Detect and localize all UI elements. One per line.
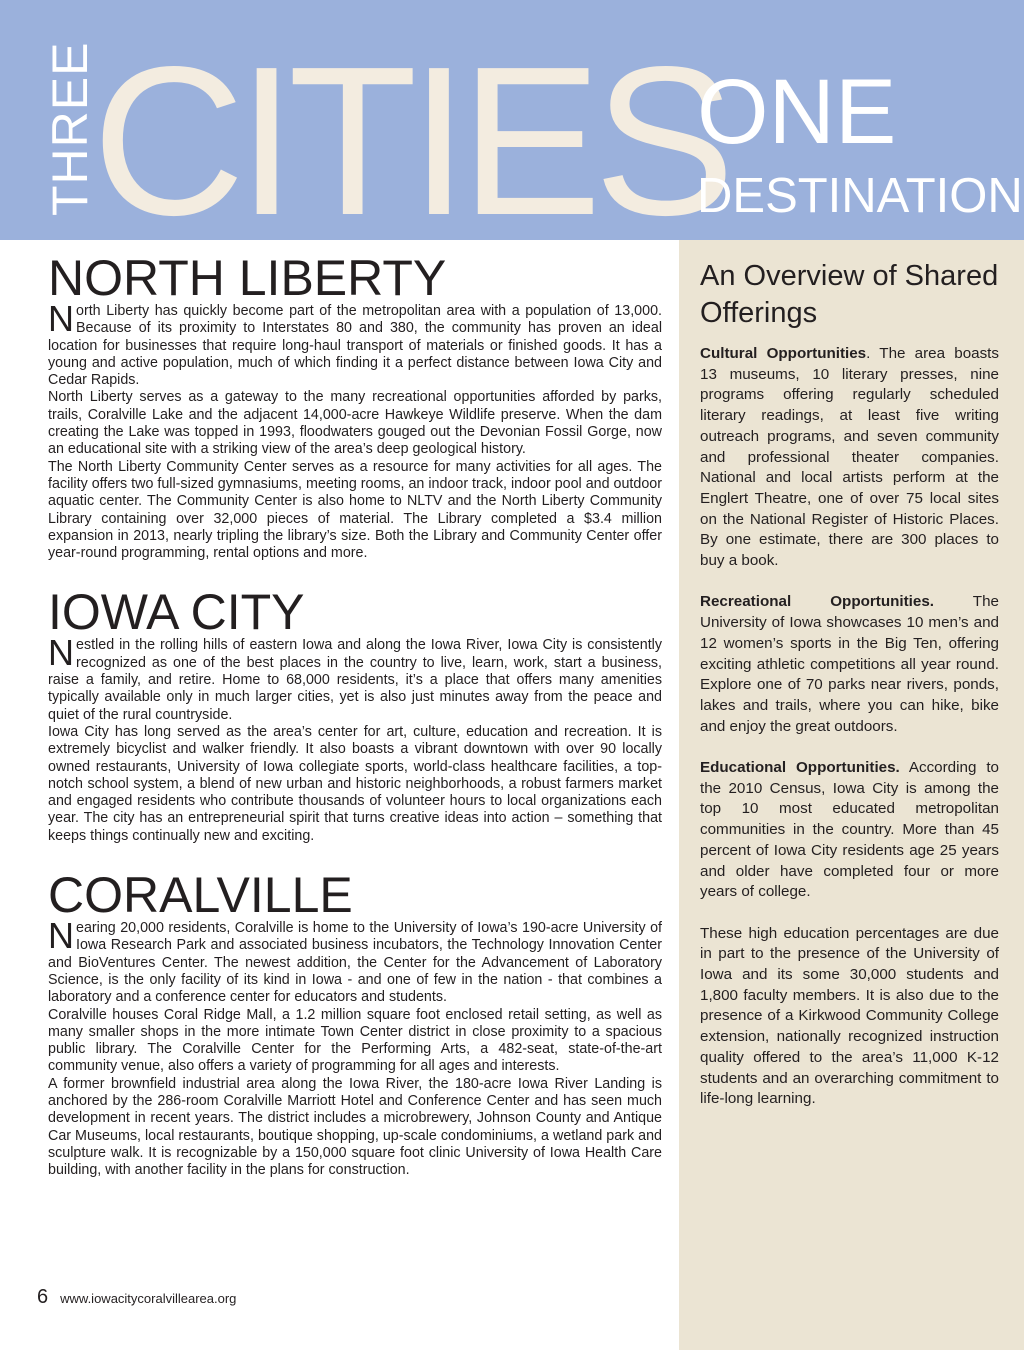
- north-liberty-heading: NORTH LIBERTY: [48, 250, 447, 306]
- coralville-heading: CORALVILLE: [48, 867, 353, 924]
- coralville-paragraph-1: Nearing 20,000 residents, Coralville is home to the University of Iowa’s 190-acre University of Iowa Research Park and associated business incubators, the Technology Innovation Center and BioVentures Center. The newest addition, the Center for the Advancement of Laboratory Science, is the only facility of its kind in Iowa - and one of few in the nation - that combines a laboratory and a conference center for educators and students.: [48, 915, 662, 1006]
- page-footer: [37, 1286, 236, 1309]
- educational-text: According to the 2010 Census, Iowa City is among the top 10 most educated metropolitan communities in the country. More than 45 percent of Iowa City residents age 25 years and older have completed four or more years of college.: [700, 759, 999, 901]
- cultural-paragraph: [700, 344, 999, 572]
- banner-destination: DESTINATION: [697, 169, 1023, 223]
- iowa-city-heading: IOWA CITY: [48, 584, 305, 641]
- recreational-text: The University of Iowa showcases 10 men’s and 12 women’s sports in the Big Ten, offering exciting athletic competitions all year round. Explore one of 70 parks near rivers, ponds, lakes and trails, where you can hike, bike and enjoy the great outdoors.: [700, 593, 999, 735]
- north-liberty-paragraph-3: The North Liberty Community Center serves as a resource for many activities for all ages. The facility offers two full-sized gymnasiums, meeting rooms, an indoor track, indoor pool and outdoor aquatic center. The Community Center is also home to NLTV and the North Liberty Community Library containing over 32,000 pieces of material. The Library completed a $3.4 million expansion in 2013, nearly tripling the library’s size. Both the Library and Community Center offer year-round programming, rental options and more.: [48, 458, 663, 562]
- main-column: [48, 250, 663, 1179]
- banner-cities: CITIES: [92, 22, 728, 240]
- coralville-paragraph-3: A former brownfield industrial area along the Iowa River, the 180-acre Iowa River Landing is anchored by the 286-room Coralville Marriott Hotel and Conference Center and has seen much development in recent years. The district includes a microbrewery, Johnson County and Antique Car Museums, local restaurants, boutique shopping, up-scale condominiums, a wetland park and sculpture walk. It is recognizable by a 150,000 square foot clinic University of Iowa Health Care building, with another facility in the plans for construction.: [48, 1075, 662, 1179]
- banner-three: THREE: [42, 41, 98, 216]
- recreational-paragraph: [700, 592, 999, 737]
- coralville-paragraph-2: Coralville houses Coral Ridge Mall, a 1.2 million square foot enclosed retail setting, as well as many smaller shops in the more intimate Town Center district in close proximity to a spacious public library. The Coralville Center for the Performing Arts, a 482-seat, state-of-the-art community venue, also offers a variety of programming for all ages and interests.: [48, 1006, 662, 1075]
- cultural-label: Cultural Opportunities: [700, 345, 867, 362]
- website-url: www.iowacitycoralvillearea.org: [60, 1291, 237, 1306]
- coralville-section: [48, 867, 662, 1179]
- north-liberty-paragraph-2: North Liberty serves as a gateway to the many recreational opportunities afforded by parks, trails, Coralville Lake and the adjacent 14,000-acre Hawkeye Wildlife preserve. When the dam creating the Lake was topped in 1993, floodwaters gouged out the Devonian Fossil Gorge, now an educational site with a striking view of the area’s deep geological history.: [48, 389, 662, 458]
- page-number: 6: [37, 1286, 49, 1308]
- closing-paragraph: These high education percentages are due in part to the presence of the University of Iowa and its some 30,000 students and 1,800 faculty members. It is also due to the presence of a Kirkwood Community College extension, nationally recognized instruction quality offered to the area’s 11,000 K-12 students and an overarching commitment to life-long learning.: [700, 924, 999, 1108]
- iowa-city-section: [48, 584, 662, 845]
- sidebar-title: An Overview of Shared Offerings: [700, 260, 999, 329]
- educational-paragraph: [700, 758, 999, 903]
- iowa-city-paragraph-1: Nestled in the rolling hills of eastern Iowa and along the Iowa River, Iowa City is consistently recognized as one of the best places in the country to live, learn, work, start a business, raise a family, and retire. Home to 68,000 residents, it’s a place that offers many amenities typically available only in much larger cities, yet is also just minutes away from the peace and quiet of the rural countryside.: [48, 632, 662, 723]
- north-liberty-paragraph-1: North Liberty has quickly become part of the metropolitan area with a population of 13,000. Because of its proximity to Interstates 80 and 380, the community has proven an ideal location for businesses that require long-haul transport of materials or finished goods. It has a young and active population, much of which finding it a perfect distance between Iowa City and Cedar Rapids.: [48, 298, 662, 389]
- educational-label: Educational Opportunities.: [700, 759, 900, 777]
- iowa-city-paragraph-2: Iowa City has long served as the area’s center for art, culture, education and recreation. It is extremely bicyclist and walker friendly. It also boasts a vibrant downtown with over 90 locally owned restaurants, University of Iowa collegiate sports, world-class healthcare facilities, a top-notch school system, a blend of new urban and historic neighborhoods, a robust farmers market and engaged residents who contribute thousands of volunteer hours to local organizations each year. The city has an entrepreneurial spirit that turns creative ideas into action – something that keeps things continually new and exciting.: [48, 723, 662, 844]
- banner-one: ONE: [697, 61, 897, 163]
- sidebar-text: [700, 344, 999, 1131]
- recreational-label: Recreational Opportunities.: [700, 593, 935, 611]
- north-liberty-section: [48, 250, 663, 562]
- cultural-text: . The area boasts 13 museums, 10 literary presses, nine programs offering regularly scheduled literary readings, at least five writing outreach programs, and seven community and professional theater companies. National and local artists perform at the Englert Theatre, one of over 75 local sites on the National Register of Historic Places. By one estimate, there are 300 places to buy a book.: [700, 345, 999, 570]
- title-banner: [0, 0, 1024, 240]
